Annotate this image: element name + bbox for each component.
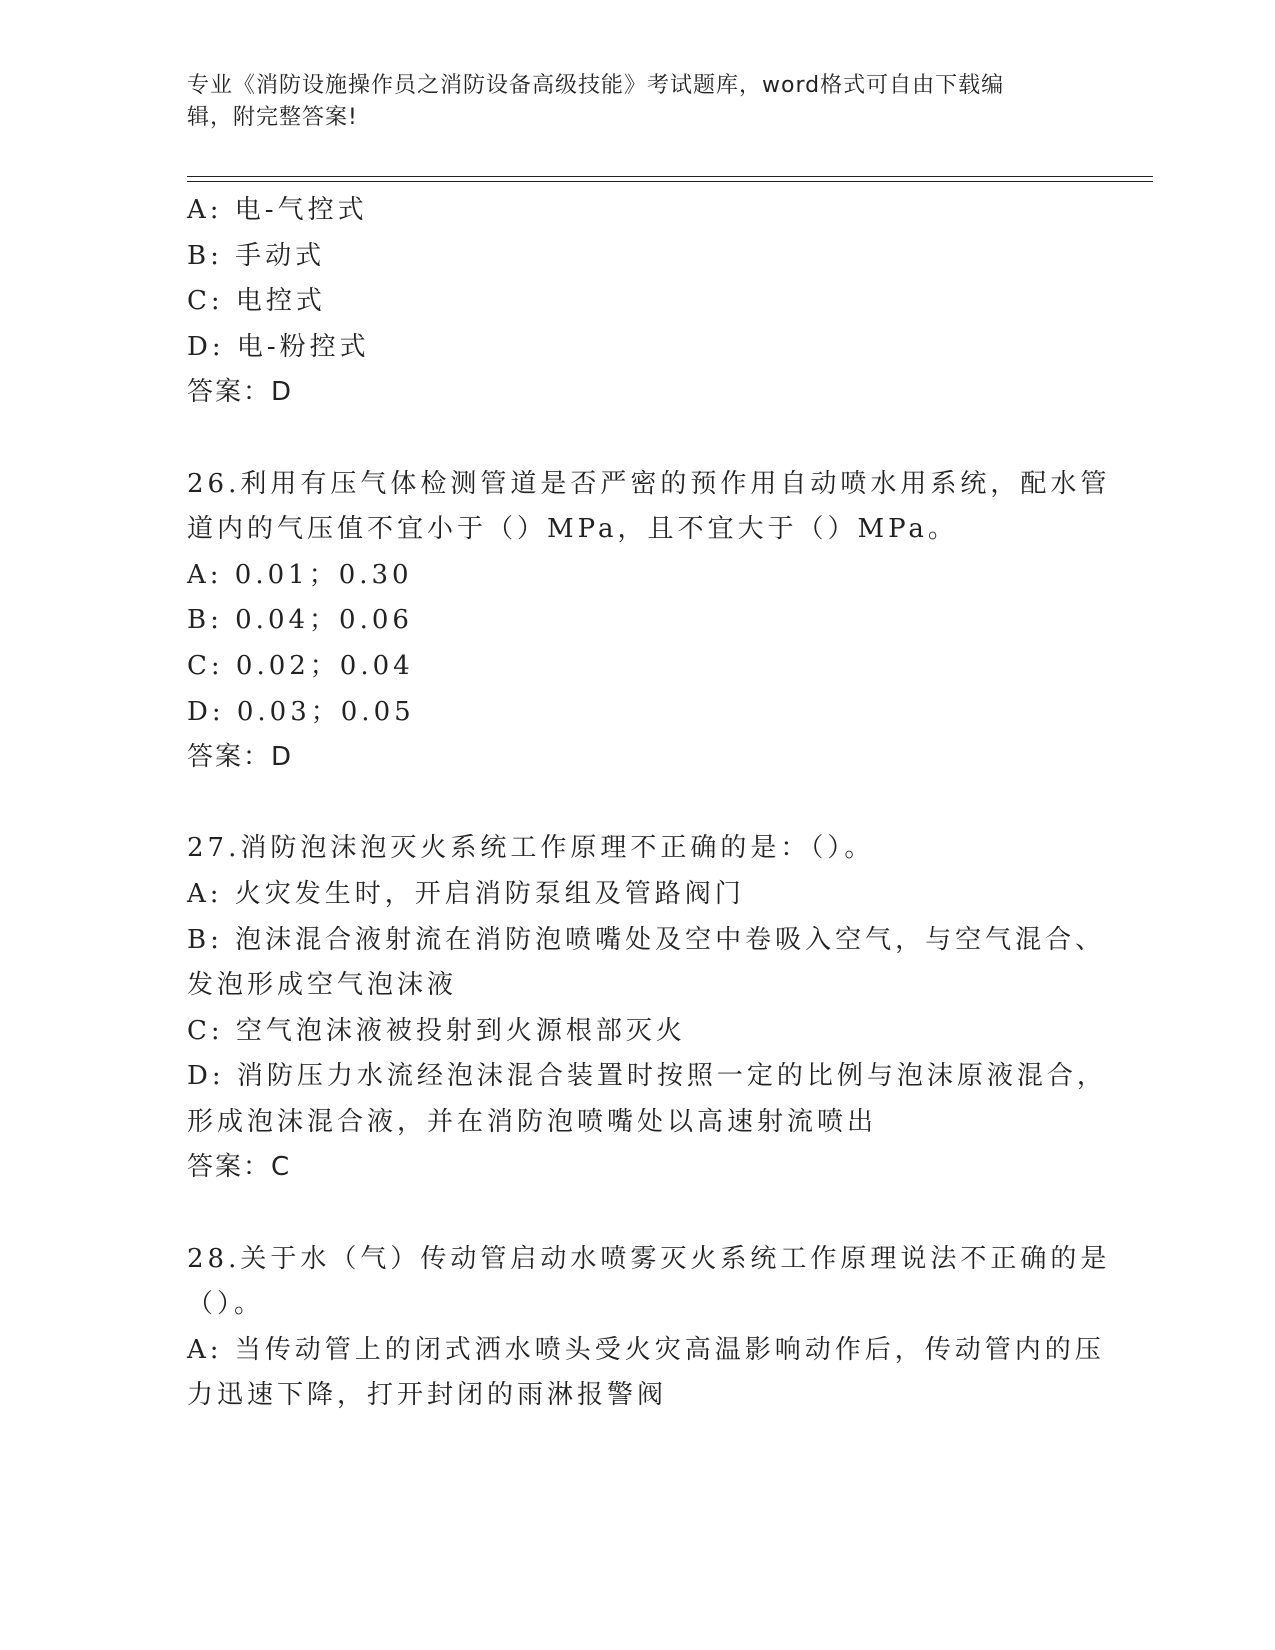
- document-header: [187, 70, 1067, 134]
- q25-option-d: D: 电-粉控式: [187, 331, 370, 362]
- q27-option-d-line-1: D: 消防压力水流经泡沫混合装置时按照一定的比例与泡沫原液混合，: [187, 1061, 1107, 1092]
- spacer: [187, 1191, 1087, 1237]
- q27-option-d-line-2: 形成泡沫混合液，并在消防泡喷嘴处以高速射流喷出: [187, 1106, 878, 1137]
- q27-option-b-line-1: B: 泡沫混合液射流在消防泡喷嘴处及空中卷吸入空气，与空气混合、: [187, 924, 1106, 955]
- q27-option-c: C: 空气泡沫液被投射到火源根部灭火: [187, 1015, 686, 1046]
- q26-option-d: D: 0.03；0.05: [187, 696, 415, 727]
- header-divider-bottom: [187, 181, 1153, 182]
- q28-stem-line-2: （）。: [187, 1289, 265, 1320]
- q28-option-a-line-2: 力迅速下降，打开封闭的雨淋报警阀: [187, 1380, 668, 1411]
- q26-answer: 答案：D: [187, 742, 294, 773]
- q27-option-b-line-2: 发泡形成空气泡沫液: [187, 970, 458, 1001]
- q27-answer: 答案：C: [187, 1152, 292, 1183]
- q27-stem: 27.消防泡沫泡灭火系统工作原理不正确的是：（）。: [187, 833, 875, 864]
- q25-option-c: C: 电控式: [187, 286, 326, 317]
- q25-option-b: B: 手动式: [187, 240, 326, 271]
- q28-option-a-line-1: A: 当传动管上的闭式洒水喷头受火灾高温影响动作后，传动管内的压: [187, 1334, 1105, 1365]
- header-line-1: 专业《消防设施操作员之消防设备高级技能》考试题库，word格式可自由下载编: [187, 73, 1005, 98]
- q26-option-b: B: 0.04；0.06: [187, 605, 413, 636]
- q25-answer: 答案：D: [187, 377, 294, 408]
- q26-stem-line-1: 26.利用有压气体检测管道是否严密的预作用自动喷水用系统，配水管: [187, 468, 1111, 499]
- spacer: [187, 781, 1087, 827]
- header-line-2: 辑，附完整答案!: [187, 105, 358, 130]
- header-divider-top: [187, 176, 1153, 177]
- spacer: [187, 416, 1087, 462]
- q26-option-a: A: 0.01；0.30: [187, 559, 413, 590]
- q25-option-a: A: 电-气控式: [187, 195, 368, 225]
- q26-stem-line-2: 道内的气压值不宜小于（）MPa，且不宜大于（）MPa。: [187, 514, 958, 545]
- q28-stem-line-1: 28.关于水（气）传动管启动水喷雾灭火系统工作原理说法不正确的是: [187, 1243, 1111, 1274]
- q26-option-c: C: 0.02；0.04: [187, 650, 414, 681]
- question-content: [187, 188, 1111, 1419]
- q27-option-a: A: 火灾发生时，开启消防泵组及管路阀门: [187, 878, 745, 909]
